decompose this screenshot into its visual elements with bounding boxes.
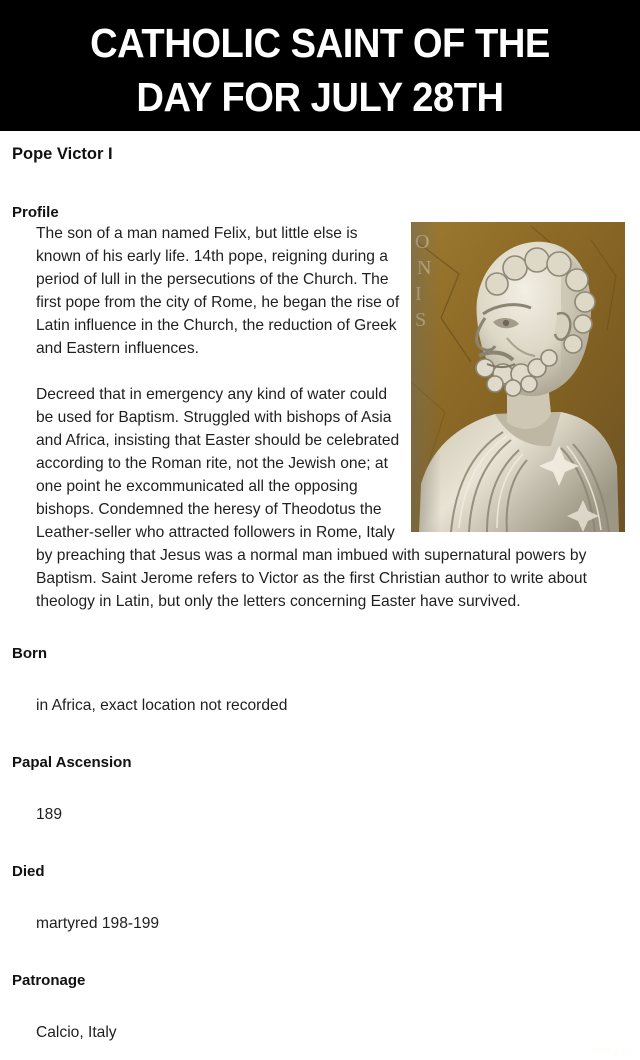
profile-paragraph-2: Decreed that in emergency any kind of water could be used for Baptism. Struggled with bishops of Asia and Africa, insisting that Easter should be celebrated according to the Roman rite, not the Jewish one; at one point he excommunicated all the opposing bishops. Condemned the heresy of Theodotus the Leather-seller who attracted followers in Rome, Italy by preaching that Jesus was a normal man imbued with supernatural powers by Baptism. Saint Jerome refers to Victor as the first Christian author to write about theology in Latin, but only the letters concerning Easter have survived. bbox=[36, 386, 587, 610]
profile-paragraph-1: The son of a man named Felix, but little else is known of his early life. 14th pope, reigning during a period of lull in the persecutions of the Church. The first pope from the city of Rome, he began the rise of Latin influence in the Church, the reduction of Greek and Eastern influences. bbox=[36, 225, 400, 357]
died-value: martyred 198-199 bbox=[36, 915, 160, 932]
banner-title-line-2: DAY FOR JULY 28TH bbox=[136, 74, 504, 120]
article-content bbox=[0, 131, 640, 1044]
section-heading-patronage: Patronage bbox=[12, 972, 86, 989]
section-heading-profile: Profile bbox=[12, 204, 59, 221]
banner-title-line-1: CATHOLIC SAINT OF THE bbox=[90, 20, 550, 66]
title-banner-text bbox=[0, 16, 640, 124]
relief-portrait-illustration bbox=[411, 222, 625, 532]
source-watermark: ifunny.co bbox=[590, 1046, 632, 1057]
patronage-value: Calcio, Italy bbox=[36, 1024, 117, 1041]
section-heading-papal-ascension: Papal Ascension bbox=[12, 754, 132, 771]
title-banner bbox=[0, 0, 640, 131]
papal-ascension-value: 189 bbox=[36, 806, 63, 823]
saint-portrait-image bbox=[411, 222, 625, 532]
profile-body bbox=[0, 222, 640, 613]
section-heading-died: Died bbox=[12, 863, 45, 880]
section-heading-born: Born bbox=[12, 645, 47, 662]
page-title: Pope Victor I bbox=[12, 145, 113, 163]
born-value: in Africa, exact location not recorded bbox=[36, 697, 288, 714]
